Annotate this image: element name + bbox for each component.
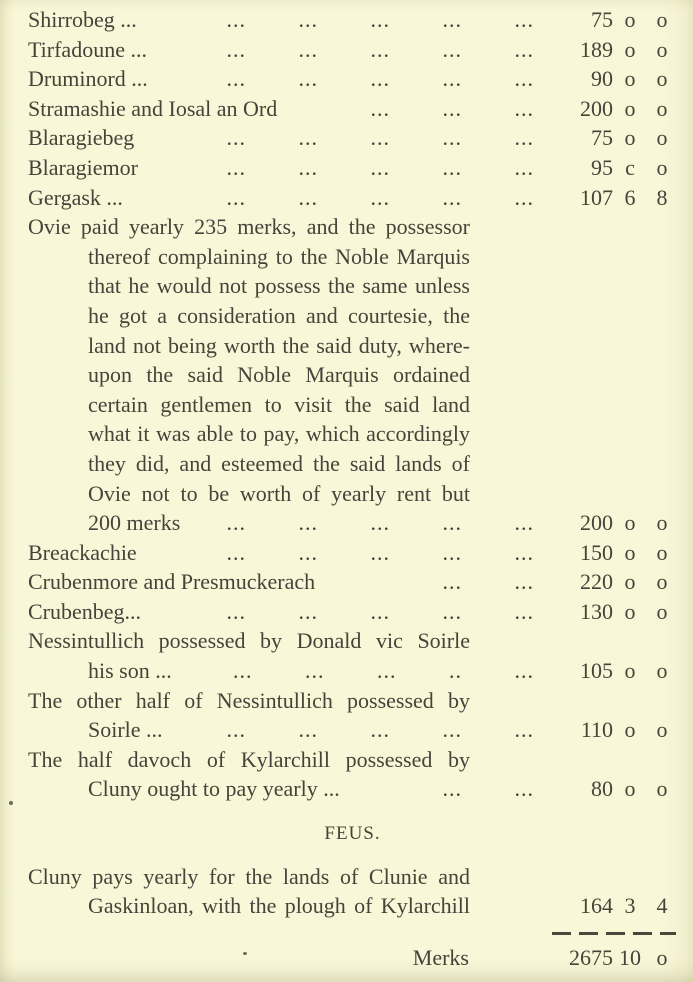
amount-merks: 130 bbox=[580, 598, 613, 624]
paragraph-line: land not being worth the said duty, where- bbox=[88, 332, 470, 358]
amount-merks: 200 bbox=[580, 95, 613, 121]
amount-shillings: o bbox=[624, 717, 636, 743]
amount-pence: o bbox=[656, 125, 668, 151]
dot-leader: ... ... ... ... ... bbox=[226, 125, 534, 151]
total-row bbox=[28, 943, 677, 973]
amount-pence: o bbox=[656, 658, 668, 684]
amount-merks: 75 bbox=[591, 125, 613, 151]
ink-speck bbox=[9, 801, 13, 805]
amount-shillings: o bbox=[624, 776, 636, 802]
paragraph-line: Ovie paid yearly 235 merks, and the possessor bbox=[28, 214, 470, 240]
sum-rule-row bbox=[28, 932, 677, 938]
amount-merks: 95 bbox=[591, 154, 613, 180]
place-name: Gaskinloan, with the plough of Kylarchill bbox=[88, 893, 470, 919]
amount-pence: o bbox=[656, 776, 668, 802]
table-row bbox=[28, 567, 677, 597]
dot-leader: ... ... ... ... ... bbox=[226, 539, 534, 565]
place-name: Gergask ... bbox=[28, 184, 123, 210]
amount-pence: o bbox=[656, 598, 668, 624]
amount-shillings: c bbox=[625, 154, 635, 180]
table-row bbox=[28, 5, 677, 35]
amount-shillings: o bbox=[624, 598, 636, 624]
amount-shillings: o bbox=[624, 36, 636, 62]
table-row bbox=[28, 123, 677, 153]
amount-pence: 8 bbox=[656, 184, 668, 210]
amount-pence: o bbox=[656, 539, 668, 565]
dot-leader: ... ... ... ... ... bbox=[226, 510, 534, 536]
table-row bbox=[28, 64, 677, 94]
amount-merks: 80 bbox=[591, 776, 613, 802]
table-row bbox=[28, 538, 677, 568]
dot-leader: ... ... ... ... ... bbox=[226, 154, 534, 180]
table-row bbox=[28, 35, 677, 65]
table-row bbox=[28, 153, 677, 183]
amount-pence: o bbox=[656, 66, 668, 92]
table-row bbox=[28, 183, 677, 213]
amount-merks: 150 bbox=[580, 539, 613, 565]
amount-merks: 164 bbox=[580, 893, 613, 919]
paragraph-line: The half davoch of Kylarchill possessed by bbox=[28, 746, 470, 772]
paragraph-line: that he would not possess the same unless bbox=[88, 273, 470, 299]
ink-speck bbox=[243, 952, 247, 955]
total-merks: 2675 bbox=[569, 944, 613, 970]
paragraph-line: they did, and esteemed the said lands of bbox=[88, 450, 470, 476]
amount-pence: o bbox=[656, 717, 668, 743]
place-name: Cluny ought to pay yearly ... bbox=[88, 776, 340, 802]
dot-leader: ... ... ... .. ... bbox=[233, 658, 534, 684]
place-name: Druminord ... bbox=[28, 66, 148, 92]
amount-merks: 189 bbox=[580, 36, 613, 62]
amount-merks: 107 bbox=[580, 184, 613, 210]
place-name: Blaragiebeg bbox=[28, 125, 135, 151]
paragraph-line: he got a consideration and courtesie, the bbox=[88, 302, 470, 328]
amount-pence: o bbox=[656, 569, 668, 595]
dot-leader: ... ... bbox=[442, 776, 534, 802]
table-row bbox=[28, 715, 677, 745]
place-name: his son ... bbox=[88, 658, 172, 684]
amount-merks: 220 bbox=[580, 569, 613, 595]
paragraph-line: Cluny pays yearly for the lands of Clunie and bbox=[28, 863, 470, 889]
total-pence: o bbox=[656, 944, 668, 970]
amount-shillings: o bbox=[624, 95, 636, 121]
paragraph-line: certain gentlemen to visit the said land bbox=[88, 391, 470, 417]
place-name: Shirrobeg ... bbox=[28, 7, 137, 32]
amount-pence: 4 bbox=[656, 893, 668, 919]
table-row bbox=[28, 656, 677, 686]
amount-shillings: o bbox=[624, 539, 636, 565]
place-name: 200 merks bbox=[88, 510, 181, 536]
amount-merks: 90 bbox=[591, 66, 613, 92]
amount-merks: 75 bbox=[591, 7, 613, 32]
place-name: Breackachie bbox=[28, 539, 137, 565]
dot-leader: ... ... bbox=[442, 569, 534, 595]
amount-pence: o bbox=[656, 95, 668, 121]
amount-shillings: o bbox=[624, 125, 636, 151]
place-name: Soirle ... bbox=[88, 717, 163, 743]
dot-leader: ... ... ... ... ... bbox=[226, 598, 534, 624]
dot-leader: ... ... ... ... ... bbox=[226, 184, 534, 210]
dot-leader: ... ... ... bbox=[370, 95, 534, 121]
amount-shillings: o bbox=[624, 66, 636, 92]
amount-merks: 110 bbox=[580, 717, 613, 743]
total-shillings: 10 bbox=[619, 944, 641, 970]
table-row bbox=[28, 891, 677, 921]
paragraph-line: The other half of Nessintullich possessed by bbox=[28, 687, 470, 713]
paragraph-line: what it was able to pay, which accordingly bbox=[88, 421, 470, 447]
total-label: Merks bbox=[412, 944, 469, 970]
amount-pence: o bbox=[656, 510, 668, 536]
dot-leader: ... ... ... ... ... bbox=[226, 36, 534, 62]
place-name: Crubenbeg... bbox=[28, 598, 142, 624]
paragraph-line: upon the said Noble Marquis ordained bbox=[88, 362, 470, 388]
dot-leader: ... ... ... ... ... bbox=[226, 7, 534, 32]
amount-shillings: o bbox=[624, 510, 636, 536]
table-row bbox=[28, 508, 677, 538]
amount-shillings: o bbox=[624, 569, 636, 595]
table-row bbox=[28, 597, 677, 627]
amount-pence: o bbox=[656, 7, 668, 32]
amount-shillings: o bbox=[624, 7, 636, 32]
place-name: Stramashie and Iosal an Ord bbox=[28, 95, 278, 121]
amount-shillings: 6 bbox=[624, 184, 636, 210]
amount-pence: o bbox=[656, 154, 668, 180]
amount-shillings: 3 bbox=[624, 893, 636, 919]
amount-merks: 105 bbox=[580, 658, 613, 684]
dot-leader: ... ... ... ... ... bbox=[226, 66, 534, 92]
table-row bbox=[28, 94, 677, 124]
dot-leader: ... ... ... ... ... bbox=[226, 717, 534, 743]
paragraph-line: Ovie not to be worth of yearly rent but bbox=[88, 480, 470, 506]
amount-shillings: o bbox=[624, 658, 636, 684]
dashed-sum-rule bbox=[552, 932, 676, 935]
place-name: Crubenmore and Presmuckerach bbox=[28, 569, 316, 595]
place-name: Tirfadoune ... bbox=[28, 36, 147, 62]
amount-pence: o bbox=[656, 36, 668, 62]
place-name: Blaragiemor bbox=[28, 154, 138, 180]
paragraph-line: Nessintullich possessed by Donald vic Soirle bbox=[28, 628, 470, 654]
section-heading-feus: FEUS. bbox=[324, 823, 381, 845]
paragraph-line: thereof complaining to the Noble Marquis bbox=[88, 243, 470, 269]
amount-merks: 200 bbox=[580, 510, 613, 536]
table-row bbox=[28, 774, 677, 804]
